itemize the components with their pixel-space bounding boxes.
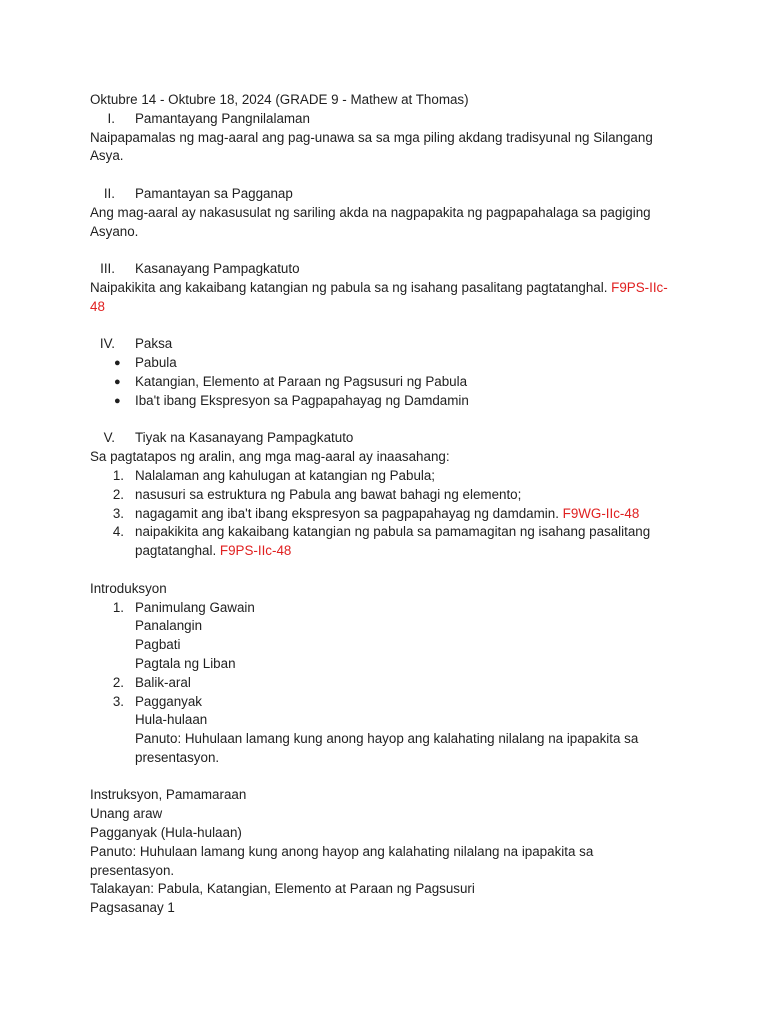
introduksyon-title: Introduksyon: [90, 580, 167, 596]
list-number: 1.: [112, 467, 124, 483]
intro-subitem: Pagtala ng Liban: [135, 655, 236, 671]
intro-item: [90, 693, 690, 712]
competency-code: F9PS-IIc-48: [90, 279, 668, 314]
section-title: Pamantayang Pangnilalaman: [135, 110, 310, 126]
instruksyon-line: Panuto: Huhulaan lamang kung anong hayop ang kalahating nilalang na ipapakita sa presentasyon.: [90, 843, 594, 878]
bullet-item: [90, 392, 690, 411]
objective-item: [90, 486, 690, 505]
objective-text: Nalalaman ang kahulugan at katangian ng Pabula;: [135, 467, 436, 483]
objective-item: [90, 523, 690, 561]
bullet-icon: ●: [114, 357, 121, 370]
list-number: 2.: [112, 486, 124, 502]
section-title: Paksa: [135, 336, 173, 352]
objective-text-wrap: [135, 523, 680, 561]
objective-item: [90, 505, 690, 524]
intro-subitem: Pagbati: [135, 637, 181, 653]
intro-item-text: Balik-aral: [135, 674, 191, 690]
section-number: I.: [107, 110, 115, 126]
objective-text: nasusuri sa estruktura ng Pabula ang bawat bahagi ng elemento;: [135, 486, 522, 502]
intro-subitem-wrap: [90, 730, 655, 768]
objective-item: [90, 467, 690, 486]
bullet-icon: ●: [114, 375, 121, 388]
objectives-intro: Sa pagtatapos ng aralin, ang mga mag-aaral ay inaasahang:: [90, 449, 450, 465]
section-body-2: Ang mag-aaral ay nakasusulat ng sariling akda na nagpapakita ng pagpapahalaga sa pagiging Asyano.: [90, 204, 651, 239]
list-number: 2.: [112, 674, 124, 690]
bullet-text: Katangian, Elemento at Paraan ng Pagsusuri ng Pabula: [135, 373, 468, 389]
section-heading-5: [90, 429, 690, 448]
bullet-text: Pabula: [135, 355, 177, 371]
list-number: 3.: [112, 693, 124, 709]
objective-text-wrap: [135, 505, 690, 524]
intro-subitem: Hula-hulaan: [135, 712, 208, 728]
section-body-1: Naipapamalas ng mag-aaral ang pag-unawa sa sa mga piling akdang tradisyunal ng Silangang Asya.: [90, 129, 653, 164]
list-number: 3.: [112, 505, 124, 521]
instruksyon-line: Pagsasanay 1: [90, 900, 175, 916]
section-title: Tiyak na Kasanayang Pampagkatuto: [135, 430, 354, 446]
intro-item: [90, 599, 690, 618]
intro-item-text: Pagganyak: [135, 693, 203, 709]
intro-subitem: Panalangin: [135, 618, 203, 634]
bullet-item: [90, 354, 690, 373]
instruksyon-line: Pagganyak (Hula-hulaan): [90, 825, 242, 841]
section-heading-3: [90, 260, 690, 279]
bullet-item: [90, 373, 690, 392]
bullet-icon: ●: [114, 394, 121, 407]
intro-item-text: Panimulang Gawain: [135, 599, 255, 615]
list-number: 4.: [112, 524, 124, 540]
section-number: IV.: [99, 336, 115, 352]
section-heading-4: [90, 335, 690, 354]
objective-text: naipakikita ang kakaibang katangian ng pabula sa pamamagitan ng isahang pasalitang pagtatanghal.: [135, 524, 651, 559]
document-header: Oktubre 14 - Oktubre 18, 2024 (GRADE 9 - Mathew at Thomas): [90, 92, 469, 107]
section-heading-2: [90, 185, 690, 204]
competency-text: Naipakikita ang kakaibang katangian ng pabula sa ng isahang pasalitang pagtatanghal.: [90, 279, 608, 295]
section-title: Pamantayan sa Pagganap: [135, 185, 293, 201]
instruksyon-line: Talakayan: Pabula, Katangian, Elemento at Paraan ng Pagsusuri: [90, 881, 475, 897]
section-title: Kasanayang Pampagkatuto: [135, 261, 300, 277]
instruksyon-line: Unang araw: [90, 806, 163, 822]
list-number: 1.: [112, 599, 124, 615]
competency-code: F9WG-IIc-48: [562, 505, 640, 521]
section-number: V.: [103, 430, 115, 446]
section-number: III.: [100, 261, 115, 277]
intro-item: [90, 674, 690, 693]
intro-instruction: Panuto: Huhulaan lamang kung anong hayop ang kalahating nilalang na ipapakita sa presentasyon.: [135, 731, 639, 765]
section-heading-1: [90, 110, 690, 129]
document-page: [90, 91, 690, 918]
competency-code: F9PS-IIc-48: [219, 543, 292, 559]
objective-text: nagagamit ang iba't ibang ekspresyon sa pagpapahayag ng damdamin.: [135, 505, 559, 521]
bullet-text: Iba't ibang Ekspresyon sa Pagpapahayag ng Damdamin: [135, 392, 469, 408]
instruksyon-title: Instruksyon, Pamamaraan: [90, 787, 247, 803]
section-body-3: [90, 279, 680, 317]
section-number: II.: [103, 185, 115, 201]
